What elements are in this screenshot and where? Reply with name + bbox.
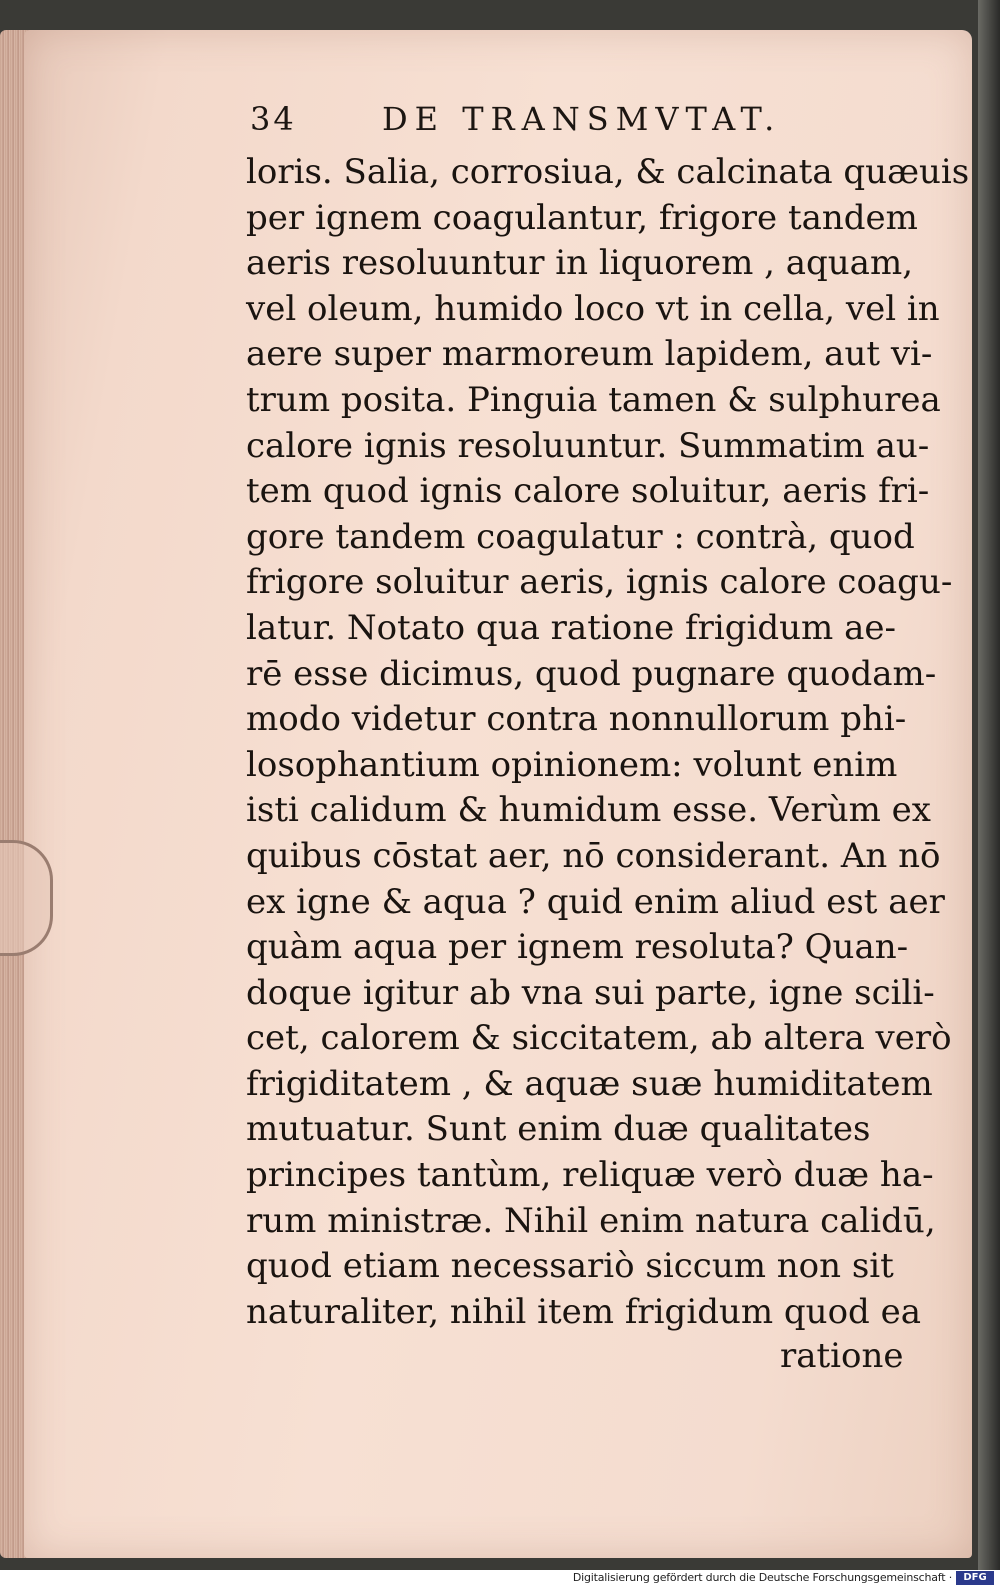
text-line: aere super marmoreum lapidem, aut vi- xyxy=(246,334,933,375)
text-line: quibus cōstat aer, nō considerant. An nō xyxy=(246,835,941,876)
text-line: isti calidum & humidum esse. Verùm ex xyxy=(246,790,931,831)
text-line: per ignem coagulantur, frigore tandem xyxy=(246,197,918,238)
text-line: aeris resoluuntur in liquorem , aquam, xyxy=(246,243,914,284)
text-line: frigiditatem , & aquæ suæ humiditatem xyxy=(246,1063,933,1104)
footer-bar xyxy=(0,1570,1000,1587)
thumb-index-notch xyxy=(0,840,53,956)
text-line: losophantium opinionem: volunt enim xyxy=(246,744,898,785)
text-line: rum ministræ. Nihil enim natura calidū, xyxy=(246,1200,936,1241)
text-line: modo videtur contra nonnullorum phi- xyxy=(246,699,907,740)
text-line: quod etiam necessariò siccum non sit xyxy=(246,1246,894,1287)
binding-edge xyxy=(978,0,1000,1570)
text-line: calore ignis resoluuntur. Summatim au- xyxy=(246,425,930,466)
text-line: principes tantùm, reliquæ verò duæ ha- xyxy=(246,1155,934,1196)
text-line: quàm aqua per ignem resoluta? Quan- xyxy=(246,927,909,968)
text-line: cet, calorem & siccitatem, ab altera verò xyxy=(246,1018,952,1059)
text-line: frigore soluitur aeris, ignis calore coagu- xyxy=(246,562,953,603)
page-number: 34 xyxy=(250,100,297,138)
text-line: latur. Notato qua ratione frigidum ae- xyxy=(246,607,896,648)
text-line: vel oleum, humido loco vt in cella, vel in xyxy=(246,288,940,329)
text-line: ex igne & aqua ? quid enim aliud est aer xyxy=(246,881,945,922)
dfg-logo: DFG xyxy=(956,1571,994,1585)
page-header xyxy=(250,100,790,150)
text-line: doque igitur ab vna sui parte, igne scili- xyxy=(246,972,935,1013)
text-line: tem quod ignis calore soluitur, aeris fri- xyxy=(246,471,930,512)
text-line: gore tandem coagulatur : contrà, quod xyxy=(246,516,915,557)
text-line: mutuatur. Sunt enim duæ qualitates xyxy=(246,1109,871,1150)
text-line: rē esse dicimus, quod pugnare quodam- xyxy=(246,653,937,694)
catchword: ratione xyxy=(780,1336,904,1376)
text-line: loris. Salia, corrosiua, & calcinata quæuis xyxy=(246,152,970,192)
funding-credit: Digitalisierung gefördert durch die Deutsche Forschungsgemeinschaft · xyxy=(572,1571,952,1584)
body-text xyxy=(246,150,970,1335)
text-line: trum posita. Pinguia tamen & sulphurea xyxy=(246,379,941,420)
running-title: DE TRANSMVTAT. xyxy=(382,100,782,138)
text-line: naturaliter, nihil item frigidum quod ea xyxy=(246,1291,922,1332)
